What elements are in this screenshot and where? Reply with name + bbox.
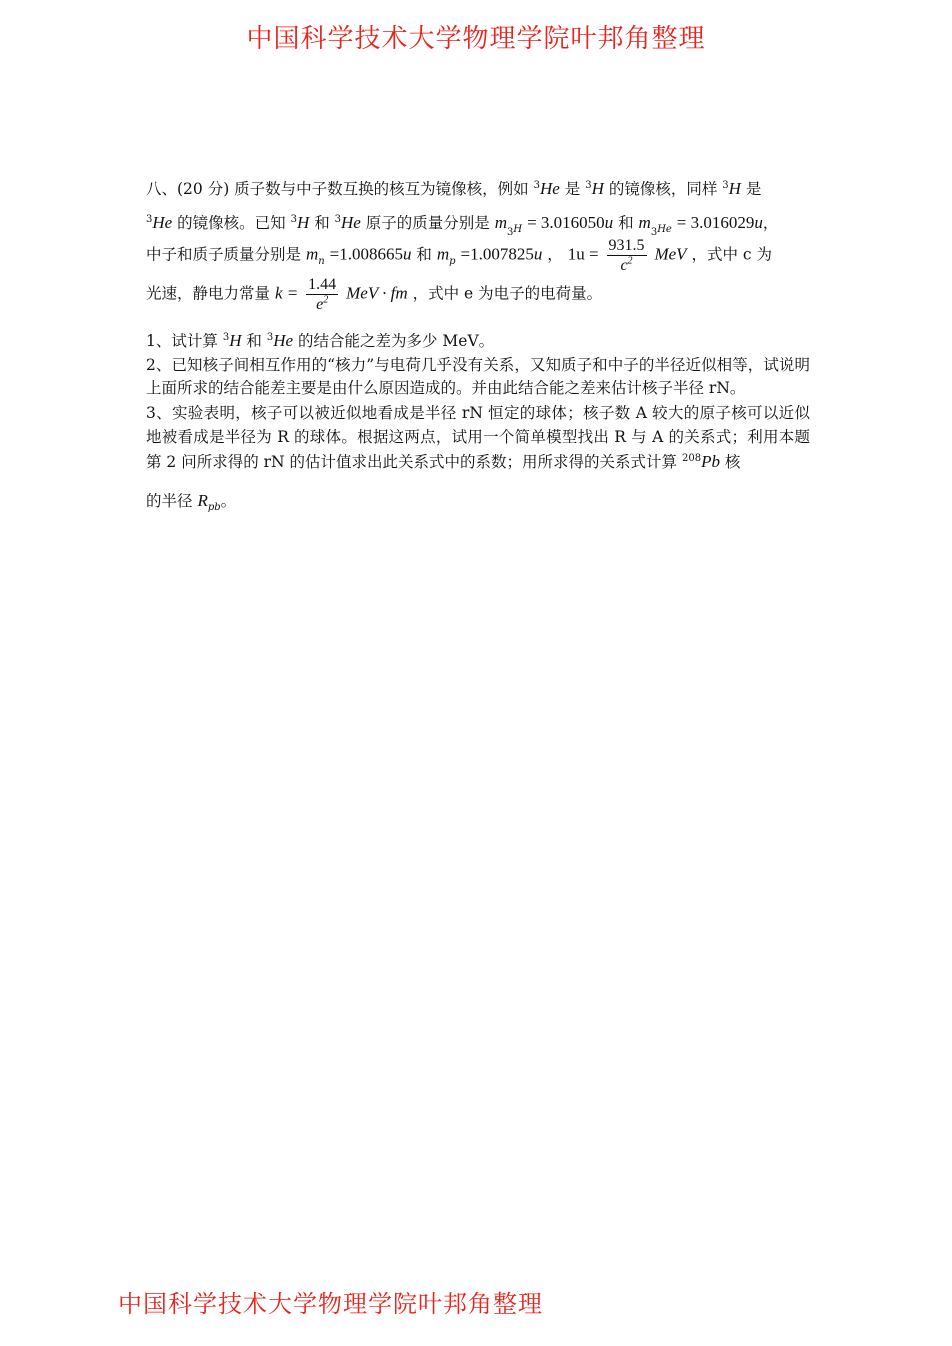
text: 是 [564, 180, 581, 198]
k-definition: k = [274, 283, 299, 303]
question-1: 1、试计算 $^3$H 和 $^3$He 的结合能之差为多少 MeV。 [146, 331, 495, 351]
radius-symbol: R [197, 491, 208, 511]
text: 的镜像核。已知 [177, 214, 286, 232]
problem-line-4 [146, 275, 810, 314]
text: ， [547, 245, 563, 264]
problem-line-2: $^3$He 的镜像核。已知 $^3$H 和 $^3$He 原子的质量分别是 $m_{_3H} = 3.016050u$ 和 $m_{_3He} = 3.016029u$， [146, 213, 779, 239]
fraction-numerator: 931.5 [607, 236, 647, 256]
neutron-mass-value: =1.008665 [329, 244, 403, 264]
text: 中子和质子质量分别是 [146, 245, 302, 264]
text: 和 [314, 214, 330, 232]
text: 3、实验表明，核子可以被近似地看成是半径 rN 恒定的球体；核子数 A 较大的原子核可以近似地被看成是半径为 R 的球体。根据这两点，试用一个简单模型找出 R 与 A 的关系式；利用本题第 2 问所求得的 rN 的估计值求出此关系式中的系数；用所求得的关系式计算 [146, 404, 810, 471]
fraction-144-over-e2: $\frac{1.44}{e^2}$ [308, 275, 337, 314]
question-2: 2、已知核子间相互作用的“核力”与电荷几乎没有关系，又知质子和中子的半径近似相等，试说明上面所求的结合能差主要是由什么原因造成的。并由此结合能之差来估计核子半径 rN。 [146, 355, 810, 397]
text: 的半径 [146, 492, 193, 511]
question-3-end [146, 488, 810, 514]
unit-mev-fm: MeV · fm [346, 283, 408, 303]
text: 光速，静电力常量 [146, 284, 271, 303]
text: 是 [745, 180, 762, 198]
text: 的镜像核，同样 [608, 180, 718, 198]
text: ，式中 e 为电子的电荷量。 [412, 284, 603, 303]
text: 八、(20 分) 质子数与中子数互换的核互为镜像核，例如 [146, 180, 529, 198]
mass-h3-value: = 3.016050 [527, 213, 605, 232]
text: 和 [246, 332, 262, 351]
text: ， [762, 214, 779, 232]
fraction-numerator: 1.44 [306, 275, 338, 295]
mass-he3-value: = 3.016029 [676, 213, 755, 232]
u-definition: 1u = [567, 244, 599, 264]
text: 的结合能之差为多少 MeV。 [298, 332, 495, 351]
pb-mass-number: 208 [681, 452, 702, 464]
problem-line-1: 八、(20 分) 质子数与中子数互换的核互为镜像核，例如 $^3$He 是 $^3$H 的镜像核，同样 $^3$H 是 [146, 179, 762, 198]
text: 和 [416, 245, 432, 264]
proton-mass-value: =1.007825 [460, 244, 534, 264]
fraction-denominator: c [620, 256, 628, 274]
text: 核 [724, 452, 741, 471]
question-3 [146, 402, 810, 474]
pb-symbol: Pb [701, 451, 720, 471]
text: 。 [220, 492, 237, 511]
problem-body [146, 176, 810, 514]
text: 原子的质量分别是 [365, 214, 490, 232]
text: 1、试计算 [146, 332, 218, 351]
text: ，式中 c 为 [691, 245, 773, 264]
fraction-denominator: e [316, 296, 324, 314]
problem-line-3: 中子和质子质量分别是 $m_n =1.008665u$ 和 $m_p =1.007825u$ ， 1u = $\frac{931.5}{c^2}$ MeV ，式中 c 为 [146, 236, 773, 274]
text: 和 [618, 214, 634, 232]
unit-mev: MeV [654, 244, 687, 264]
radius-subscript: pb [207, 502, 221, 514]
page-header-watermark: 中国科学技术大学物理学院叶邦角整理 [246, 24, 706, 54]
fraction-931-over-c2: $\frac{931.5}{c^2}$ [608, 236, 645, 274]
page-footer-watermark: 中国科学技术大学物理学院叶邦角整理 [118, 1290, 543, 1318]
